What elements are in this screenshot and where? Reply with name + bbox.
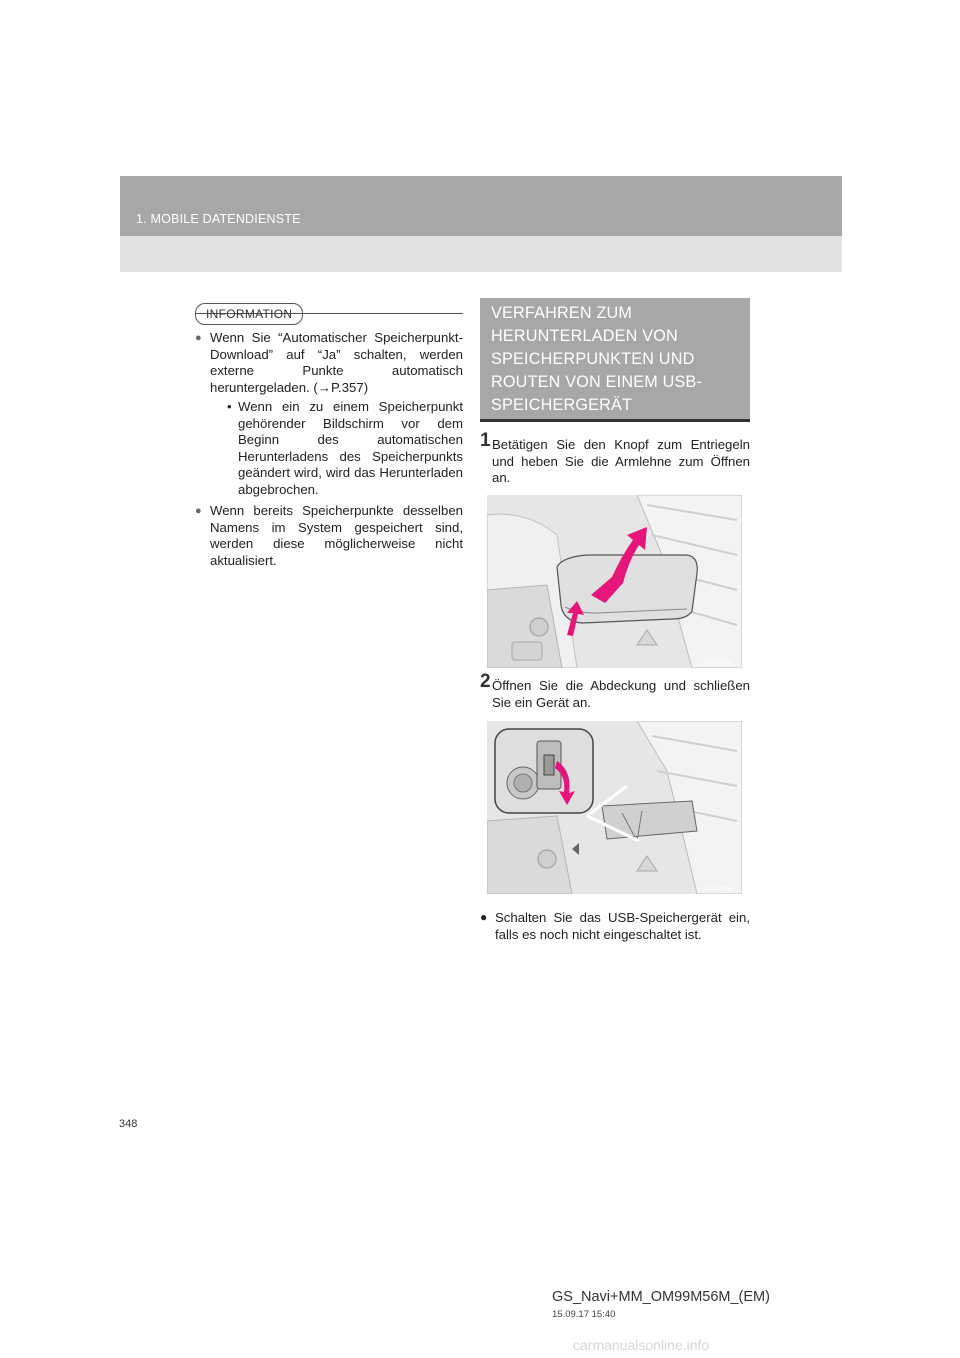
section-title: 1. MOBILE DATENDIENSTE	[136, 212, 301, 226]
information-subitem	[210, 399, 463, 498]
armrest-illustration	[487, 495, 742, 668]
page-number: 348	[119, 1118, 138, 1130]
bullet-icon: ●	[480, 910, 488, 924]
header-bar	[120, 176, 842, 236]
information-item-text: Wenn Sie “Automatischer Speicherpunkt-Download” auf “Ja” schalten, werden externe Punkte automatisch heruntergeladen. (→P.357)	[210, 330, 463, 395]
step-text: Öffnen Sie die Abdeckung und schließen Sie ein Gerät an.	[492, 678, 750, 710]
bullet-icon: ●	[195, 505, 202, 517]
procedure-heading	[480, 298, 750, 422]
procedure-heading-line: SPEICHERPUNKTEN UND	[491, 350, 695, 368]
document-id: GS_Navi+MM_OM99M56M_(EM)	[552, 1289, 770, 1305]
note-text: Schalten Sie das USB-Speichergerät ein, falls es noch nicht eingeschaltet ist.	[495, 910, 750, 942]
procedure-heading-line: VERFAHREN ZUM	[491, 304, 633, 322]
timestamp: 15.09.17 15:40	[552, 1309, 616, 1320]
step-number: 1	[480, 430, 491, 451]
procedure-heading-line: SPEICHERGERÄT	[491, 396, 633, 414]
step-number: 2	[480, 671, 491, 692]
bullet-icon: ●	[195, 332, 202, 344]
step-1	[480, 430, 750, 487]
procedure-heading-line: ROUTEN VON EINEM USB-	[491, 373, 703, 391]
figure-code: GS187INa	[703, 660, 732, 666]
watermark: carmanualsonline.info	[573, 1337, 710, 1353]
information-subitem-text: Wenn ein zu einem Speicherpunkt gehörender Bildschirm vor dem Beginn des automatischen Herunterladens des Speicherpunkts geändert wird, wird das Herunterladen abgebrochen.	[238, 399, 463, 497]
note	[480, 910, 750, 943]
header-band	[120, 236, 842, 272]
usb-port-illustration	[487, 721, 742, 894]
procedure-heading-line: HERUNTERLADEN VON	[491, 327, 678, 345]
information-item	[195, 503, 463, 569]
figure-code: GS188INa	[703, 886, 732, 892]
information-label: INFORMATION	[195, 303, 303, 325]
step-text: Betätigen Sie den Knopf zum Entriegeln und heben Sie die Armlehne zum Öffnen an.	[492, 437, 750, 485]
information-item-text: Wenn bereits Speicherpunkte desselben Namens im System gespeichert sind, werden diese möglicherweise nicht aktualisiert.	[210, 503, 463, 568]
information-item	[195, 330, 463, 498]
information-block	[195, 330, 463, 574]
sub-bullet-icon: •	[227, 399, 232, 414]
step-2	[480, 671, 750, 711]
